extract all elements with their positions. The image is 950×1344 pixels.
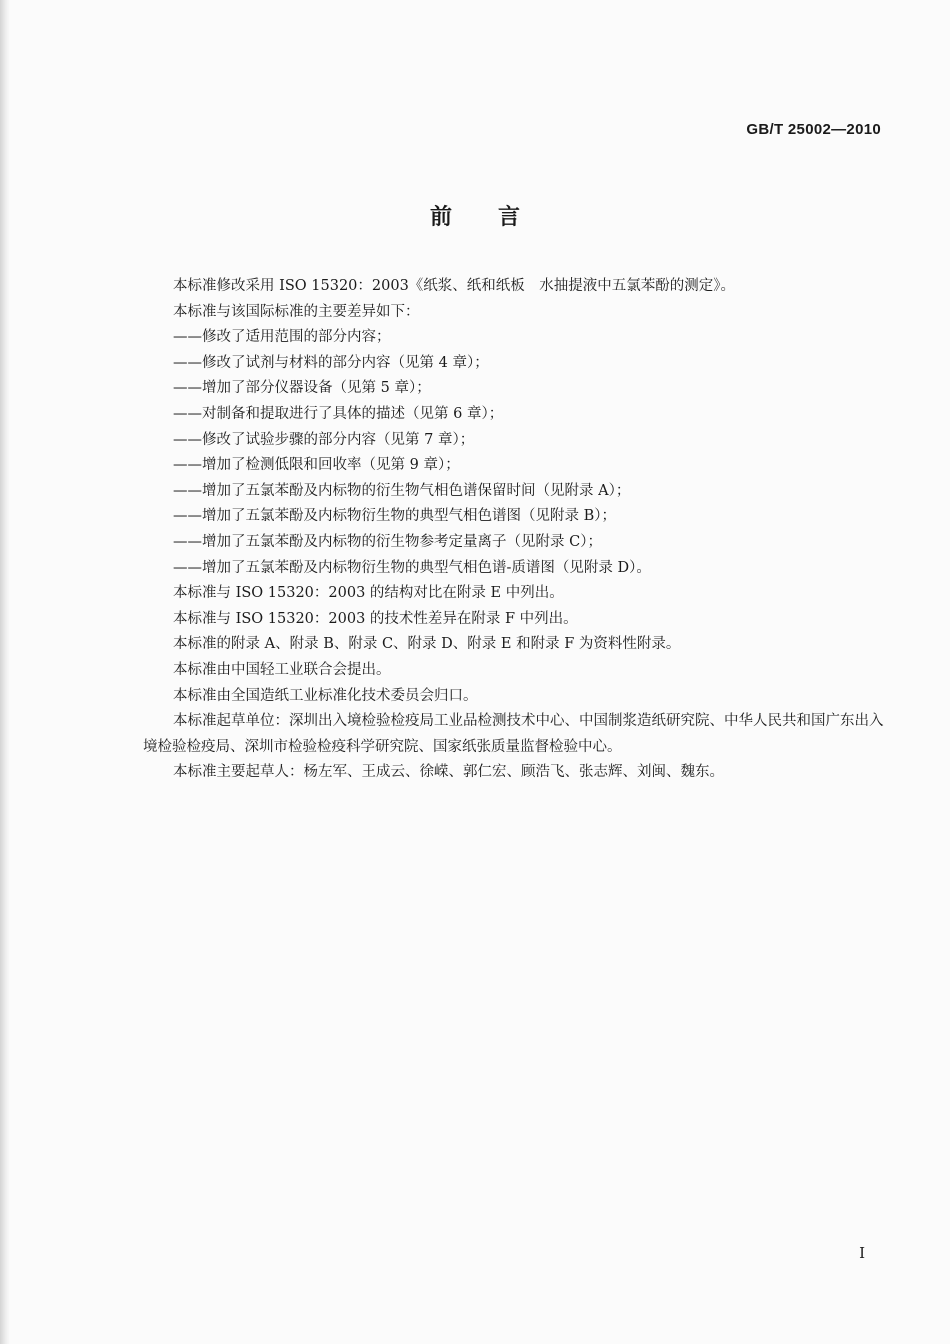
body-paragraph: 本标准的附录 A、附录 B、附录 C、附录 D、附录 E 和附录 F 为资料性附录。: [173, 636, 681, 653]
standard-code: GB/T 25002—2010: [746, 121, 881, 138]
difference-item: ——增加了五氯苯酚及内标物衍生物的典型气相色谱-质谱图（见附录 D）。: [173, 559, 651, 576]
drafters-paragraph: 本标准主要起草人：杨左军、王成云、徐嵘、郭仁宏、顾浩飞、张志辉、刘闽、魏东。: [173, 764, 724, 781]
body-paragraph: 本标准由全国造纸工业标准化技术委员会归口。: [173, 687, 478, 704]
drafting-units-paragraph: 本标准起草单位：深圳出入境检验检疫局工业品检测技术中心、中国制浆造纸研究院、中华人民共和国广东出入境检验检疫局、深圳市检验检疫科学研究院、国家纸张质量监督检验中心。: [143, 713, 884, 755]
body-paragraph: 本标准与 ISO 15320：2003 的技术性差异在附录 F 中列出。: [173, 610, 578, 627]
difference-item: ——增加了检测低限和回收率（见第 9 章）；: [173, 457, 460, 474]
difference-item: ——修改了试验步骤的部分内容（见第 7 章）；: [173, 431, 475, 448]
difference-item: ——修改了试剂与材料的部分内容（见第 4 章）；: [173, 354, 489, 371]
body-paragraph: 本标准与 ISO 15320：2003 的结构对比在附录 E 中列出。: [173, 585, 564, 602]
difference-item: ——增加了部分仪器设备（见第 5 章）；: [173, 380, 431, 397]
document-body: [143, 274, 888, 786]
difference-item: ——增加了五氯苯酚及内标物的衍生物气相色谱保留时间（见附录 A）；: [173, 482, 631, 499]
intro-paragraph: 本标准修改采用 ISO 15320：2003《纸浆、纸和纸板 水抽提液中五氯苯酚的测定》。: [173, 278, 736, 294]
intro-paragraph: 本标准与该国际标准的主要差异如下：: [173, 303, 420, 320]
difference-item: ——修改了适用范围的部分内容；: [173, 329, 391, 346]
difference-item: ——增加了五氯苯酚及内标物衍生物的典型气相色谱图（见附录 B）；: [173, 508, 617, 525]
body-paragraph: 本标准由中国轻工业联合会提出。: [173, 661, 391, 678]
difference-item: ——增加了五氯苯酚及内标物的衍生物参考定量离子（见附录 C）；: [173, 533, 602, 550]
difference-item: ——对制备和提取进行了具体的描述（见第 6 章）；: [173, 405, 504, 422]
page-number: I: [859, 1244, 865, 1262]
page-title: 前言: [429, 204, 566, 230]
